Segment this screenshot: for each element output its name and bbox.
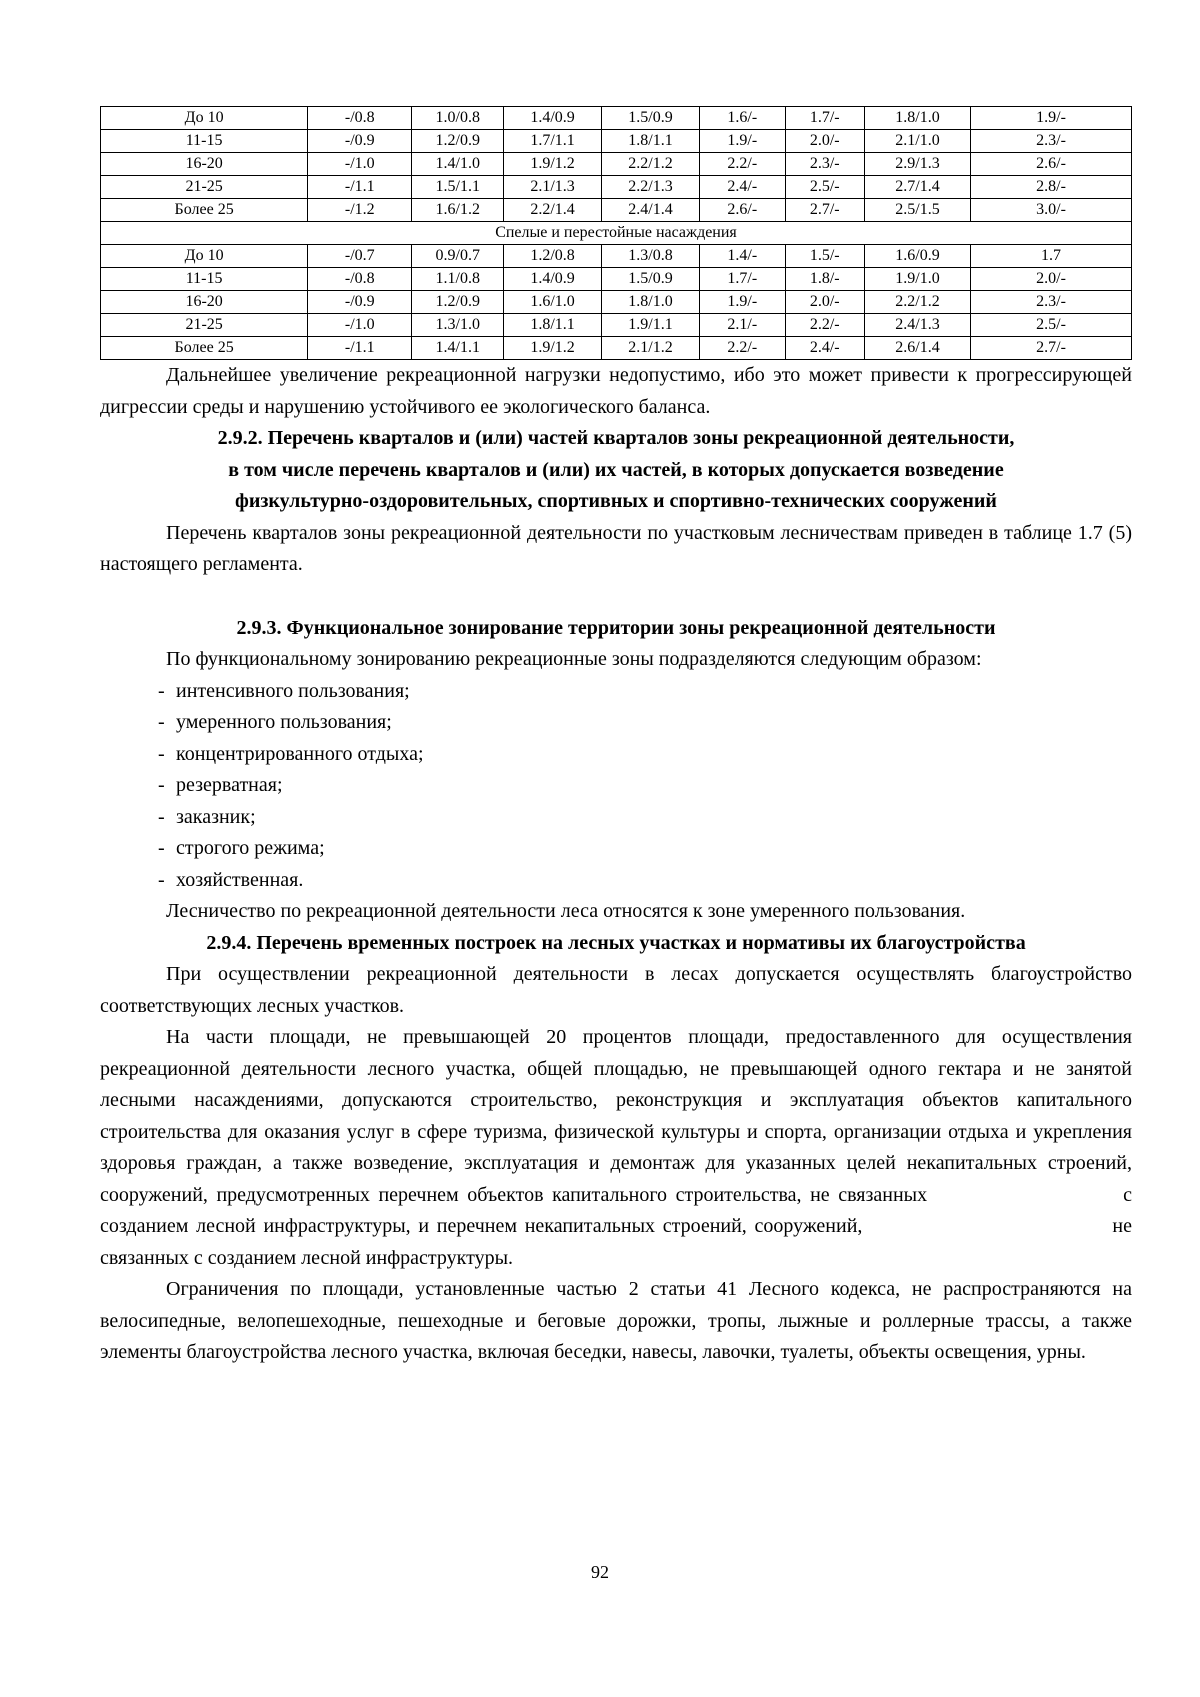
list-marker: -	[158, 868, 165, 891]
table-cell: 1.6/-	[699, 107, 785, 130]
table-cell: 2.7/1.4	[864, 176, 970, 199]
page-number: 92	[591, 1562, 609, 1582]
table-cell: 1.8/1.0	[602, 291, 700, 314]
table-cell: -/1.0	[308, 314, 412, 337]
paragraph-2-9-4-b-part2: с созданием лесной инфраструктуры, и перечнем некапитальных строений, сооружений,	[100, 1183, 1132, 1237]
table-cell: 2.2/-	[785, 314, 864, 337]
paragraph-2-9-4-c: Ограничения по площади, установленные частью 2 статьи 41 Лесного кодекса, не распространяются на велосипедные, велопешеходные, пешеходные и беговые дорожки, тропы, лыжные и роллерные трассы, а также элементы благоустройства лесного участка, включая беседки, навесы, лавочки, туалеты, объекты освещения, урны.	[100, 1278, 1132, 1363]
table-cell: -/1.0	[308, 153, 412, 176]
table-cell: 1.9/1.1	[602, 314, 700, 337]
table-cell: 2.7/-	[785, 199, 864, 222]
table-cell: 3.0/-	[971, 199, 1132, 222]
table-row-header-cell: 16-20	[101, 153, 308, 176]
table-cell: 2.3/-	[971, 130, 1132, 153]
table-cell: 2.5/1.5	[864, 199, 970, 222]
table-cell: 1.4/0.9	[504, 107, 602, 130]
table-cell: 1.6/0.9	[864, 245, 970, 268]
table-cell: 1.9/-	[971, 107, 1132, 130]
table-cell: -/1.1	[308, 176, 412, 199]
table-body-top	[101, 107, 1132, 222]
document-page	[100, 106, 1132, 1369]
table-row-header-cell: Более 25	[101, 199, 308, 222]
table-cell: 2.2/-	[699, 153, 785, 176]
table-cell: 2.1/1.3	[504, 176, 602, 199]
table-cell: 2.5/-	[785, 176, 864, 199]
table-cell: 1.9/1.2	[504, 153, 602, 176]
table-row	[101, 176, 1132, 199]
table-cell: 1.6/1.2	[412, 199, 504, 222]
table-cell: 2.1/1.0	[864, 130, 970, 153]
list-marker: -	[158, 742, 165, 765]
table-cell: 1.8/1.0	[864, 107, 970, 130]
table-cell: 1.7	[971, 245, 1132, 268]
table-cell: 1.8/1.1	[602, 130, 700, 153]
table-cell: 1.5/-	[785, 245, 864, 268]
table-row	[101, 153, 1132, 176]
table-cell: 2.1/1.2	[602, 337, 700, 360]
table-row-header-cell: До 10	[101, 245, 308, 268]
list-item	[158, 739, 1132, 771]
table-cell: 1.2/0.9	[412, 130, 504, 153]
table-cell: 2.2/-	[699, 337, 785, 360]
list-marker: -	[158, 679, 165, 702]
list-item-text: концентрированного отдыха;	[176, 742, 424, 765]
table-cell: 1.0/0.8	[412, 107, 504, 130]
table-row-header-cell: До 10	[101, 107, 308, 130]
table-cell: 2.4/-	[785, 337, 864, 360]
table-cell: 2.2/1.2	[864, 291, 970, 314]
paragraph-2-9-4-b-part3: не связанных с созданием лесной инфраструктуры.	[100, 1215, 1132, 1269]
table-row-header-cell: 11-15	[101, 130, 308, 153]
table-row	[101, 337, 1132, 360]
table-row	[101, 291, 1132, 314]
table-cell: -/0.8	[308, 268, 412, 291]
table-cell: 2.4/1.3	[864, 314, 970, 337]
table-cell: 2.3/-	[971, 291, 1132, 314]
table-cell: 2.4/-	[699, 176, 785, 199]
table-cell: 1.6/1.0	[504, 291, 602, 314]
table-cell: 2.6/-	[699, 199, 785, 222]
table-cell: 1.4/0.9	[504, 268, 602, 291]
table-cell: 2.1/-	[699, 314, 785, 337]
table-row	[101, 314, 1132, 337]
table-row-header-cell: 11-15	[101, 268, 308, 291]
heading-2-9-4: 2.9.4. Перечень временных построек на лесных участках и нормативы их благоустройства	[206, 931, 1026, 954]
table-cell: -/1.2	[308, 199, 412, 222]
table-section-row	[101, 222, 1132, 245]
table-cell: 1.9/-	[699, 291, 785, 314]
table-cell: 1.3/0.8	[602, 245, 700, 268]
table-cell: 2.0/-	[785, 291, 864, 314]
list-item	[158, 833, 1132, 865]
table-body-bottom	[101, 245, 1132, 360]
table-cell: 1.1/0.8	[412, 268, 504, 291]
heading-2-9-2	[100, 423, 1132, 518]
table-row	[101, 245, 1132, 268]
list-marker: -	[158, 774, 165, 796]
table-cell: 2.7/-	[971, 337, 1132, 360]
paragraph-zones-after: Лесничество по рекреационной деятельности леса относятся к зоне умеренного пользования.	[166, 900, 966, 922]
table-cell: 1.2/0.9	[412, 291, 504, 314]
table-cell: 1.7/-	[785, 107, 864, 130]
table-row-header-cell: Более 25	[101, 337, 308, 360]
table-cell: 2.4/1.4	[602, 199, 700, 222]
table-cell: 1.7/-	[699, 268, 785, 291]
table-cell: 2.5/-	[971, 314, 1132, 337]
list-marker: -	[158, 805, 165, 828]
zones-list	[100, 676, 1132, 897]
paragraph-2-9-4-a: При осуществлении рекреационной деятельности в лесах допускается осуществлять благоустройство соответствующих лесных участков.	[100, 963, 1132, 1017]
list-item-text: умеренного пользования;	[176, 711, 392, 733]
table-cell: -/1.1	[308, 337, 412, 360]
table-cell: 2.3/-	[785, 153, 864, 176]
table-section-row-group	[101, 222, 1132, 245]
table-cell: 1.5/0.9	[602, 268, 700, 291]
list-item	[158, 802, 1132, 834]
list-item	[158, 865, 1132, 897]
table-row	[101, 107, 1132, 130]
paragraph-2-9-4-b-part1: На части площади, не превышающей 20 процентов площади, предоставленного для осуществления рекреационной деятельности лесного участка, общей площадью, не превышающей одного гектара и не занятой лесными насаждениями, допускаются строительство, реконструкция и эксплуатация объектов капитального строительства для оказания услуг в сфере туризма, физической культуры и спорта, организации отдыха и укрепления здоровья граждан, а также возведение, эксплуатация и демонтаж для указанных целей некапитальных строений, сооружений, предусмотренных перечнем объектов капитального строительства, не связанных	[100, 1026, 1132, 1206]
table-cell: 2.2/1.2	[602, 153, 700, 176]
table-cell: -/0.9	[308, 291, 412, 314]
list-item-text: интенсивного пользования;	[176, 679, 410, 702]
table-cell: 2.0/-	[785, 130, 864, 153]
list-item-text: строгого режима;	[176, 837, 325, 859]
table-cell: 2.9/1.3	[864, 153, 970, 176]
list-item-text: заказник;	[176, 805, 256, 828]
table-cell: 0.9/0.7	[412, 245, 504, 268]
table-cell: 1.9/1.2	[504, 337, 602, 360]
heading-2-9-2-line3: физкультурно-оздоровительных, спортивных и спортивно-технических сооружений	[235, 490, 997, 512]
list-marker: -	[158, 711, 165, 733]
list-item-text: резерватная;	[176, 774, 283, 796]
table-cell: 1.3/1.0	[412, 314, 504, 337]
list-item	[158, 707, 1132, 739]
heading-2-9-3: 2.9.3. Функциональное зонирование территории зоны рекреационной деятельности	[236, 616, 996, 639]
recreation-load-table	[100, 106, 1132, 360]
table-cell: 2.2/1.3	[602, 176, 700, 199]
table-row-header-cell: 21-25	[101, 314, 308, 337]
table-cell: -/0.9	[308, 130, 412, 153]
table-cell: 1.4/1.0	[412, 153, 504, 176]
table-cell: 2.2/1.4	[504, 199, 602, 222]
table-row	[101, 268, 1132, 291]
paragraph-2-9-2: Перечень кварталов зоны рекреационной деятельности по участковым лесничествам приведен в таблице 1.7 (5) настоящего регламента.	[100, 521, 1132, 575]
list-marker: -	[158, 837, 165, 859]
heading-2-9-2-line2: в том числе перечень кварталов и (или) их частей, в которых допускается возведение	[228, 458, 1004, 481]
table-cell: 2.6/1.4	[864, 337, 970, 360]
paragraph-2-9-3: По функциональному зонированию рекреационные зоны подразделяются следующим образом:	[166, 648, 982, 670]
table-cell: 1.9/-	[699, 130, 785, 153]
table-cell: 1.8/1.1	[504, 314, 602, 337]
list-item	[158, 770, 1132, 802]
table-cell: 1.7/1.1	[504, 130, 602, 153]
table-cell: 1.5/0.9	[602, 107, 700, 130]
table-row-header-cell: 16-20	[101, 291, 308, 314]
list-item-text: хозяйственная.	[176, 868, 304, 891]
list-item	[158, 676, 1132, 708]
table-cell: 1.2/0.8	[504, 245, 602, 268]
spacer	[100, 581, 1132, 613]
table-cell: 1.8/-	[785, 268, 864, 291]
table-row	[101, 130, 1132, 153]
paragraph-2-9-4-b	[100, 1022, 1132, 1274]
table-cell: -/0.7	[308, 245, 412, 268]
table-cell: 2.8/-	[971, 176, 1132, 199]
heading-2-9-2-line1: 2.9.2. Перечень кварталов и (или) частей кварталов зоны рекреационной деятельности,	[217, 427, 1015, 449]
table-cell: 1.4/-	[699, 245, 785, 268]
table-row	[101, 199, 1132, 222]
table-cell: 1.9/1.0	[864, 268, 970, 291]
table-cell: 1.4/1.1	[412, 337, 504, 360]
table-cell: 2.0/-	[971, 268, 1132, 291]
table-section-label: Спелые и перестойные насаждения	[101, 222, 1132, 245]
table-cell: -/0.8	[308, 107, 412, 130]
table-cell: 2.6/-	[971, 153, 1132, 176]
table-row-header-cell: 21-25	[101, 176, 308, 199]
table-cell: 1.5/1.1	[412, 176, 504, 199]
paragraph-after-table: Дальнейшее увеличение рекреационной нагрузки недопустимо, ибо это может привести к прогрессирующей дигрессии среды и нарушению устойчивого ее экологического баланса.	[100, 364, 1132, 418]
